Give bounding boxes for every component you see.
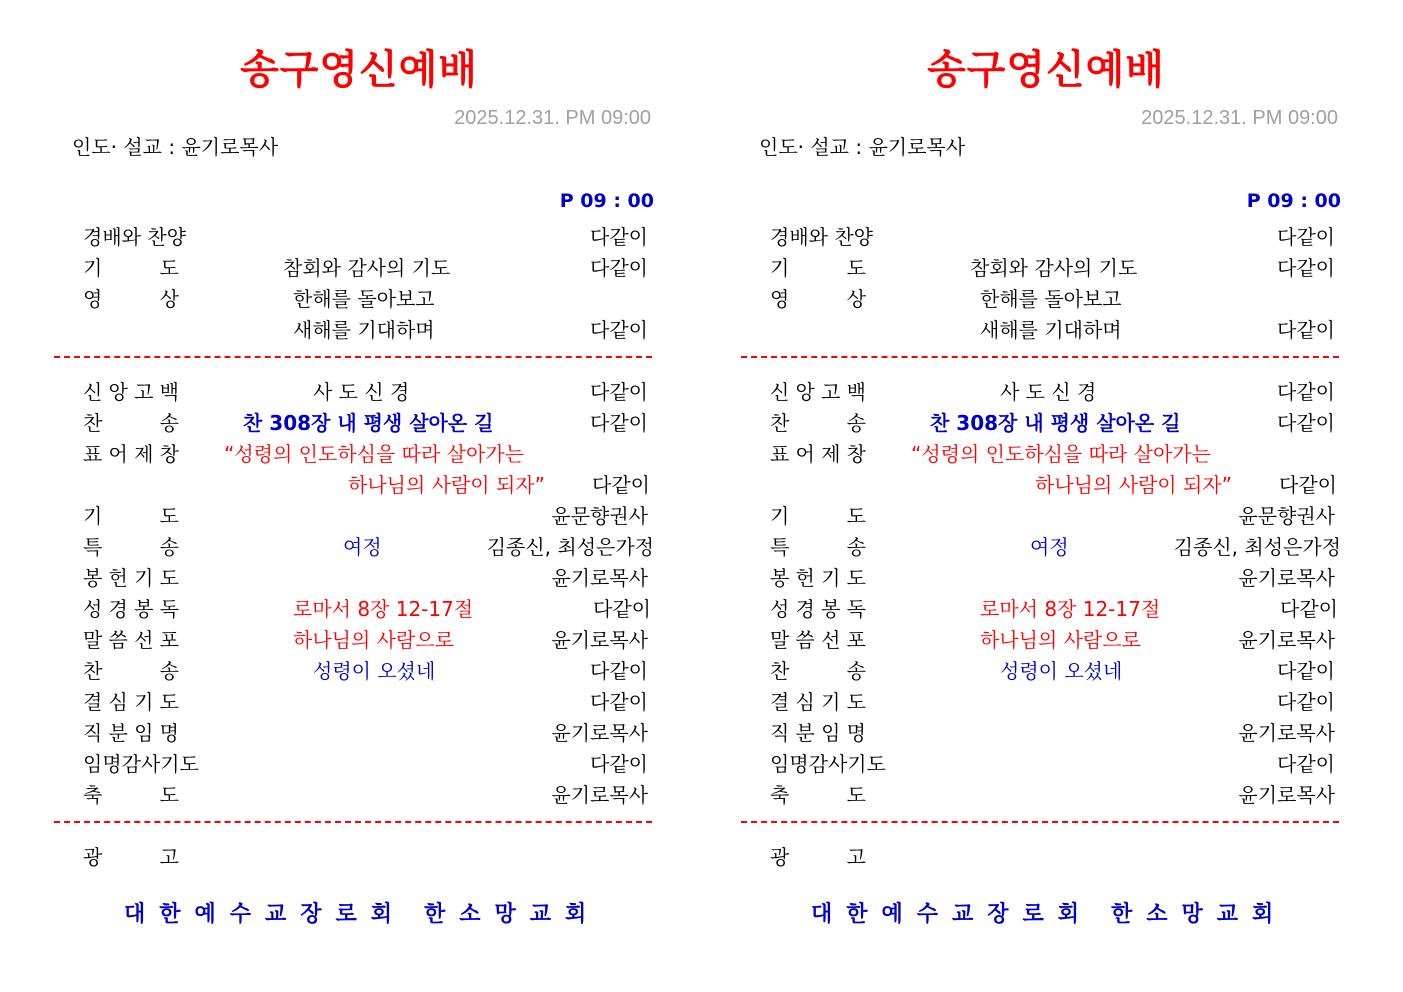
section-divider: [741, 356, 1339, 358]
order-participant: 다같이: [593, 597, 651, 621]
order-participant: 다같이: [1277, 659, 1335, 683]
order-label: 찬 송: [83, 411, 179, 435]
order-participant: 다같이: [590, 752, 648, 776]
order-row-creed: [731, 376, 1371, 407]
order-participant: 다같이: [1277, 225, 1335, 249]
order-row-motto-cont: [44, 469, 684, 500]
order-label: 말 씀 선 포: [770, 628, 866, 652]
order-content: 하나님의 사람이 되자”: [348, 473, 545, 497]
order-participant: 윤기로목사: [1238, 783, 1335, 807]
order-label: 직 분 임 명: [83, 721, 179, 745]
order-row-hymn-2: [44, 655, 684, 686]
bulletin-left: [44, 0, 684, 992]
order-participant: 윤기로목사: [551, 628, 648, 652]
order-label: 광 고: [83, 845, 179, 869]
order-participant: 다같이: [1277, 752, 1335, 776]
order-participant: 다같이: [1280, 597, 1338, 621]
order-participant: 다같이: [592, 473, 650, 497]
service-datetime: 2025.12.31. PM 09:00: [1141, 107, 1338, 129]
order-content: 성령이 오셨네: [313, 659, 436, 683]
section-divider: [741, 821, 1339, 823]
order-label: 기 도: [770, 256, 866, 280]
order-label: 표 어 제 창: [770, 442, 866, 466]
order-row-video-cont: [731, 314, 1371, 345]
bulletin-title: 송구영신예배: [240, 47, 478, 93]
order-row-video: [731, 283, 1371, 314]
order-label: 직 분 임 명: [770, 721, 866, 745]
order-content: 하나님의 사람이 되자”: [1035, 473, 1232, 497]
order-row-benediction: [731, 779, 1371, 810]
church-name: 대한예수교장로회 한소망교회: [124, 902, 601, 927]
order-participant: 다같이: [590, 411, 648, 435]
order-label: 특 송: [770, 535, 866, 559]
order-label: 찬 송: [83, 659, 179, 683]
bulletin-right: [731, 0, 1371, 992]
order-row-video: [44, 283, 684, 314]
service-leader: 인도· 설교 : 윤기로목사: [759, 135, 966, 159]
order-row-appointment-prayer: [44, 748, 684, 779]
order-row-prayer: [731, 252, 1371, 283]
order-content: 사 도 신 경: [1000, 380, 1097, 404]
order-row-scripture: [44, 593, 684, 624]
order-row-appointment: [44, 717, 684, 748]
order-label: 말 씀 선 포: [83, 628, 179, 652]
order-row-scripture: [731, 593, 1371, 624]
order-row-praise: [731, 221, 1371, 252]
order-content: 사 도 신 경: [313, 380, 410, 404]
order-label: 성 경 봉 독: [83, 597, 179, 621]
order-label: 찬 송: [770, 411, 866, 435]
order-row-hymn: [44, 407, 684, 438]
order-participant: 다같이: [1277, 411, 1335, 435]
order-content: 로마서 8장 12-17절: [980, 597, 1161, 621]
order-participant: 윤기로목사: [551, 721, 648, 745]
order-content: “성령의 인도하심을 따라 살아가는: [224, 442, 524, 466]
order-label: 기 도: [770, 504, 866, 528]
order-row-prayer-2: [731, 500, 1371, 531]
order-content: 참회와 감사의 기도: [283, 256, 451, 280]
order-participant: 다같이: [1277, 380, 1335, 404]
order-participant: 다같이: [590, 225, 648, 249]
order-row-commitment-prayer: [44, 686, 684, 717]
order-participant: 다같이: [590, 256, 648, 280]
order-participant: 윤기로목사: [551, 566, 648, 590]
order-content: “성령의 인도하심을 따라 살아가는: [911, 442, 1211, 466]
order-label: 영 상: [83, 287, 179, 311]
order-label: 경배와 찬양: [83, 225, 186, 249]
order-row-commitment-prayer: [731, 686, 1371, 717]
order-participant: 윤기로목사: [1238, 721, 1335, 745]
order-row-video-cont: [44, 314, 684, 345]
order-participant: 다같이: [590, 318, 648, 342]
order-label: 축 도: [770, 783, 866, 807]
order-participant: 다같이: [590, 690, 648, 714]
order-row-sermon: [44, 624, 684, 655]
order-label: 표 어 제 창: [83, 442, 179, 466]
start-time: P 09 : 00: [559, 190, 654, 212]
order-label: 특 송: [83, 535, 179, 559]
order-row-offering-prayer: [44, 562, 684, 593]
order-label: 신 앙 고 백: [83, 380, 179, 404]
order-row-prayer-2: [44, 500, 684, 531]
order-participant: 윤문향권사: [551, 504, 648, 528]
order-label: 임명감사기도: [83, 752, 199, 776]
bulletin-title: 송구영신예배: [927, 47, 1165, 93]
order-label: 기 도: [83, 256, 179, 280]
order-participant: 윤기로목사: [1238, 628, 1335, 652]
order-content: 한해를 돌아보고: [980, 287, 1122, 311]
order-content: 참회와 감사의 기도: [970, 256, 1138, 280]
order-row-prayer: [44, 252, 684, 283]
order-row-appointment: [731, 717, 1371, 748]
order-participant: 다같이: [1277, 690, 1335, 714]
order-label: 신 앙 고 백: [770, 380, 866, 404]
order-content: 하나님의 사람으로: [980, 628, 1141, 652]
order-participant: 다같이: [1277, 256, 1335, 280]
order-content: 새해를 기대하며: [293, 318, 435, 342]
order-row-announcements: [44, 841, 684, 872]
start-time: P 09 : 00: [1246, 190, 1341, 212]
order-row-hymn-2: [731, 655, 1371, 686]
section-divider: [54, 356, 652, 358]
order-participant: 김종신, 최성은가정: [486, 535, 654, 559]
order-participant: 다같이: [1279, 473, 1337, 497]
order-row-offering-prayer: [731, 562, 1371, 593]
order-row-appointment-prayer: [731, 748, 1371, 779]
order-content: 여정: [343, 535, 382, 559]
order-row-hymn: [731, 407, 1371, 438]
order-label: 영 상: [770, 287, 866, 311]
order-content: 로마서 8장 12-17절: [293, 597, 474, 621]
order-content: 새해를 기대하며: [980, 318, 1122, 342]
service-datetime: 2025.12.31. PM 09:00: [454, 107, 651, 129]
order-participant: 윤기로목사: [551, 783, 648, 807]
order-content: 여정: [1030, 535, 1069, 559]
order-participant: 윤문향권사: [1238, 504, 1335, 528]
order-label: 성 경 봉 독: [770, 597, 866, 621]
order-row-motto: [731, 438, 1371, 469]
order-content: 한해를 돌아보고: [293, 287, 435, 311]
church-name: 대한예수교장로회 한소망교회: [811, 902, 1288, 927]
order-participant: 김종신, 최성은가정: [1173, 535, 1341, 559]
order-label: 결 심 기 도: [770, 690, 866, 714]
order-row-creed: [44, 376, 684, 407]
order-participant: 윤기로목사: [1238, 566, 1335, 590]
order-label: 경배와 찬양: [770, 225, 873, 249]
order-row-sermon: [731, 624, 1371, 655]
order-row-praise: [44, 221, 684, 252]
order-row-motto: [44, 438, 684, 469]
order-row-special-song: [44, 531, 684, 562]
order-row-special-song: [731, 531, 1371, 562]
order-label: 축 도: [83, 783, 179, 807]
order-content: 찬 308장 내 평생 살아온 길: [930, 411, 1181, 435]
order-participant: 다같이: [1277, 318, 1335, 342]
order-label: 임명감사기도: [770, 752, 886, 776]
order-participant: 다같이: [590, 659, 648, 683]
order-label: 봉 헌 기 도: [770, 566, 866, 590]
order-label: 결 심 기 도: [83, 690, 179, 714]
order-label: 기 도: [83, 504, 179, 528]
order-label: 봉 헌 기 도: [83, 566, 179, 590]
order-content: 찬 308장 내 평생 살아온 길: [243, 411, 494, 435]
order-content: 성령이 오셨네: [1000, 659, 1123, 683]
order-participant: 다같이: [590, 380, 648, 404]
order-row-announcements: [731, 841, 1371, 872]
order-label: 찬 송: [770, 659, 866, 683]
order-label: 광 고: [770, 845, 866, 869]
section-divider: [54, 821, 652, 823]
order-row-benediction: [44, 779, 684, 810]
order-content: 하나님의 사람으로: [293, 628, 454, 652]
order-row-motto-cont: [731, 469, 1371, 500]
service-leader: 인도· 설교 : 윤기로목사: [72, 135, 279, 159]
